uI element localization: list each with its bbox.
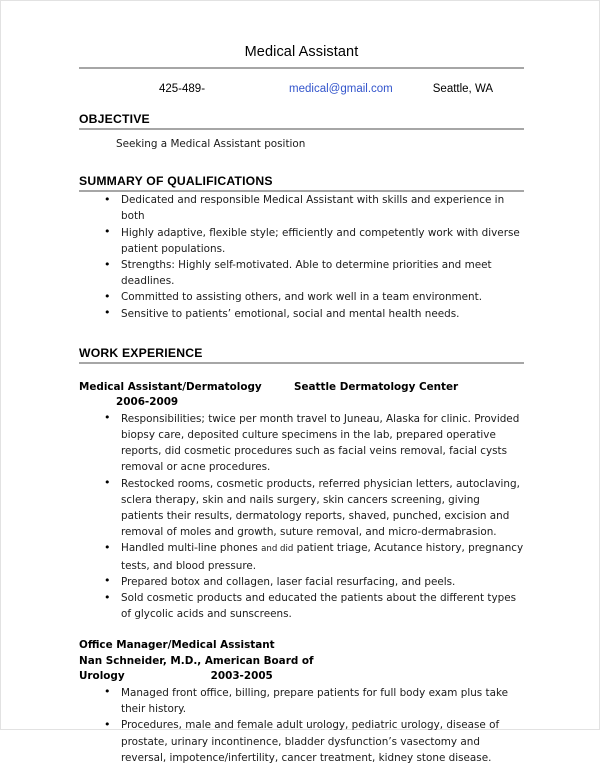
job-title: Medical Assistant/Dermatology [79, 380, 262, 393]
list-item: • Prepared botox and collagen, laser facial resurfacing, and peels. [79, 574, 524, 590]
job-dates-row [79, 395, 524, 411]
page-title: Medical Assistant [244, 44, 359, 60]
job-header-1 [79, 380, 524, 411]
section-divider-objective [79, 128, 524, 130]
job-entry-1 [79, 380, 524, 623]
list-item: • Responsibilities; twice per month travel to Juneau, Alaska for clinic. Provided biopsy care, deposited culture specimens in the lab, prepared operative reports, did cosmetic procedures such as facial veins removal, facial cysts removal or acne procedures. [79, 411, 524, 476]
list-item: • Committed to assisting others, and work well in a team environment. [79, 289, 524, 305]
objective-text: Seeking a Medical Assistant position [116, 138, 306, 150]
section-divider-experience [79, 362, 524, 364]
summary-bullet-list [79, 192, 524, 322]
job-employer: Seattle Dermatology Center [294, 380, 459, 393]
section-heading-summary: SUMMARY OF QUALIFICATIONS [79, 174, 273, 189]
job-dates: 2006-2009 [116, 396, 179, 409]
job-employer: Nan Schneider, M.D., American Board of [79, 654, 314, 667]
job-dates: 2003-2005 [210, 670, 273, 683]
contact-location: Seattle, WA [432, 83, 494, 95]
job-employer-wrap-row [79, 669, 524, 685]
list-item: • Restocked rooms, cosmetic products, referred physician letters, autoclaving, sclera therapy, skin and nails surgery, skin cancers screening, giving patients their results, dermatology reports, shaved, punched, excision and removal of moles and growth, suture removal, and micro-dermabrasion. [79, 476, 524, 541]
phones-text-pre: Handled multi-line phones [121, 542, 262, 555]
list-item-phones [79, 540, 524, 573]
job-header-2 [79, 638, 524, 685]
section-heading-objective: OBJECTIVE [79, 112, 150, 126]
job-entry-2 [79, 638, 524, 766]
list-item: • Procedures, male and female adult urology, pediatric urology, disease of prostate, urinary incontinence, bladder dysfunction’s vasectomy and reversal, impotence/infertility, cancer treatment, kidney stone disease. [79, 717, 524, 766]
list-item: • Sold cosmetic products and educated the patients about the different types of glycolic acids and sunscreens. [79, 590, 524, 622]
list-item: • Dedicated and responsible Medical Assistant with skills and experience in both [79, 192, 524, 224]
section-heading-experience: WORK EXPERIENCE [79, 345, 203, 360]
contact-line [79, 69, 524, 95]
list-item: • Sensitive to patients’ emotional, social and mental health needs. [79, 306, 524, 322]
job-bullet-list-1 [79, 411, 524, 623]
phones-text-post: patient triage, Acutance history, pregnancy tests, and blood pressure. [121, 542, 524, 572]
list-item: • Managed front office, billing, prepare patients for full body exam plus take their history. [79, 685, 524, 717]
contact-email[interactable]: medical@gmail.com [289, 83, 393, 95]
resume-document [79, 1, 524, 766]
list-item: • Strengths: Highly self-motivated. Able to determine priorities and meet deadlines. [79, 257, 524, 289]
contact-phone: 425-489- [159, 83, 206, 95]
job-employer-wrap: Urology [79, 670, 125, 683]
job-bullet-list-2 [79, 685, 524, 766]
phones-text-small: and did [261, 544, 294, 555]
job-title: Office Manager/Medical Assistant [79, 639, 275, 652]
list-item: • Highly adaptive, flexible style; efficiently and competently work with diverse patient populations. [79, 225, 524, 257]
